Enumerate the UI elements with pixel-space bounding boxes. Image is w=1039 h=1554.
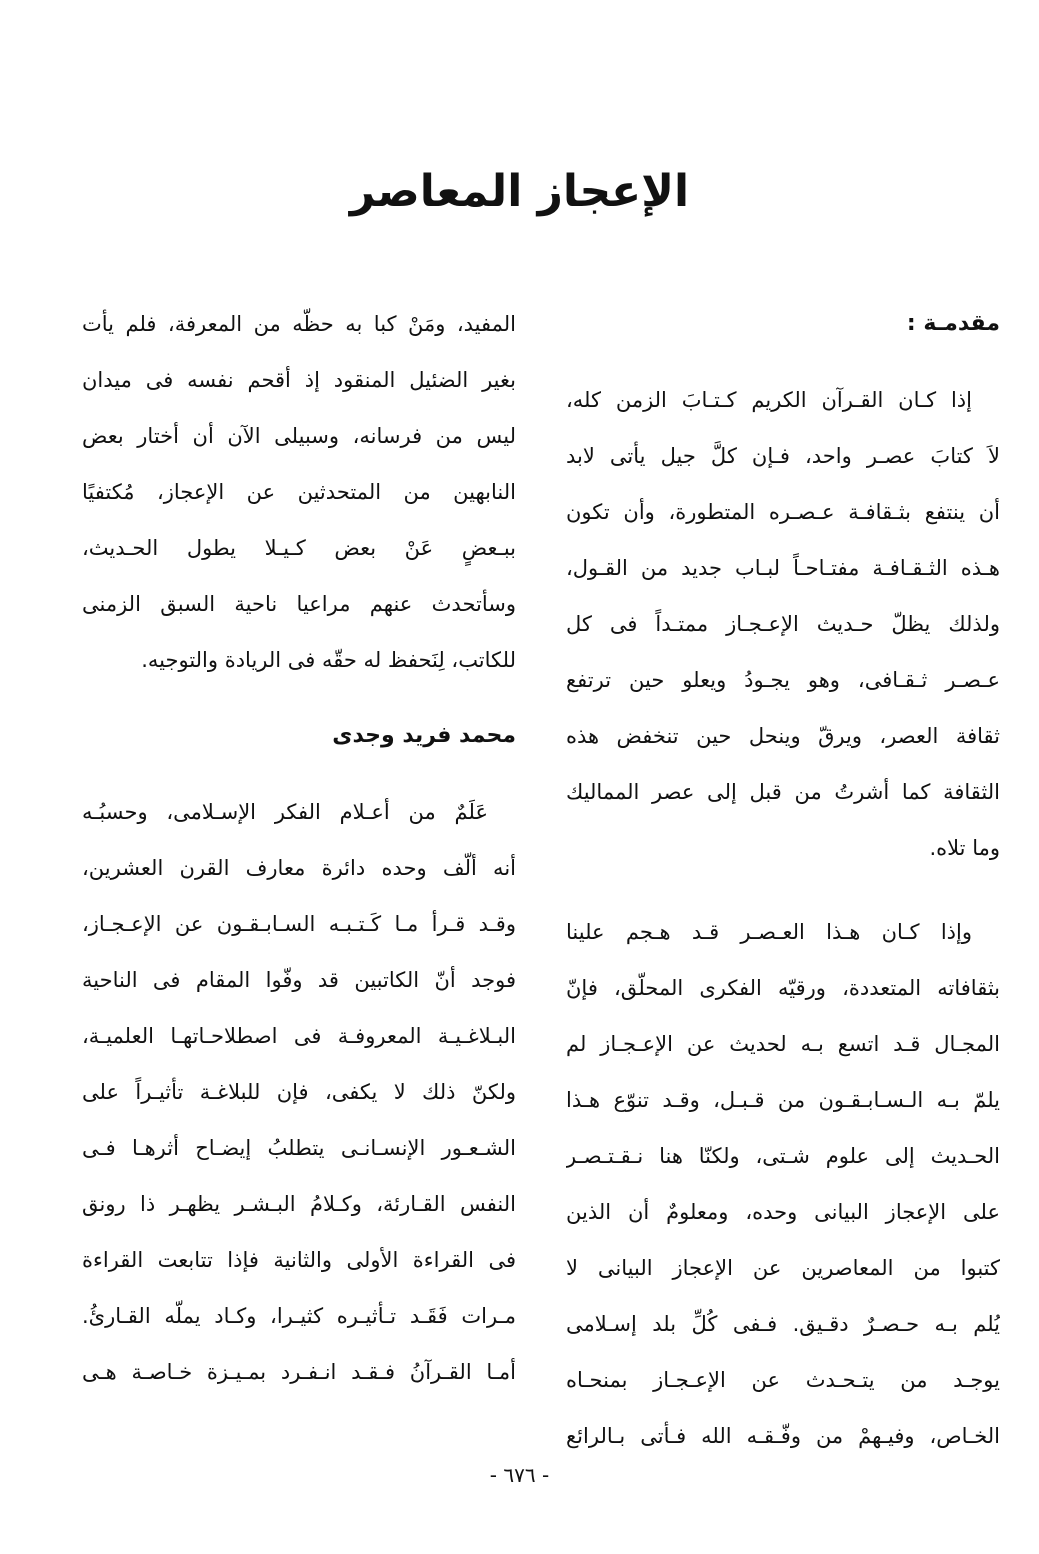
paragraph-introduction-1 [566, 372, 1000, 876]
section-heading-introduction: مقدمـة : [906, 311, 1000, 336]
page-number: - ٦٧٦ - [489, 1463, 550, 1487]
text-line: الثقافة كما أشرتُ من قبل إلى عصر المماليك [566, 780, 1000, 804]
text-line: فوجد أنّ الكاتبين قد وفّوا المقام فى الناحية [82, 968, 516, 992]
paragraph-introduction-2 [566, 904, 1000, 1464]
text-line: المجـال قـد اتسع بـه لحديث عن الإعـجـاز لم [566, 1032, 1000, 1056]
text-line: للكاتب، لِنَحفظ له حقّه فى الريادة والتوجيه. [141, 648, 516, 672]
text-line: بغير الضئيل المنقود إذ أقحم نفسه فى ميدان [82, 368, 516, 392]
text-line: عَلَمٌ من أعـلام الفكر الإسـلامى، وحسبُـه [82, 800, 488, 824]
text-line: مـرات فَقَـد تـأثيـره كثيـرا، وكـاد يملّه القـارئُ. [82, 1304, 516, 1328]
text-line: الخـاص، وفيـهمْ من وفّـقـه الله فـأتى بـالرائع [566, 1424, 1000, 1448]
text-line: أمـا القـرآنُ فـقـد انـفـرد بمـيـزة خـاصـة هـى [82, 1360, 516, 1384]
text-line: الحـديث إلى علوم شـتى، ولكنّا هنا نـقـتـصـر [566, 1144, 1000, 1168]
text-line: على الإعجاز البيانى وحده، ومعلومٌ أن الذين [566, 1200, 1000, 1224]
section-heading-wajdi: محمد فريد وجدى [332, 723, 516, 748]
text-line: كتبوا من المعاصرين عن الإعجاز البيانى لا [566, 1256, 1000, 1280]
text-line: أن ينتفع بثـقافـة عـصـره المتطورة، وأن تكون [566, 500, 1000, 524]
text-line: يوجـد من يتـحـدث عن الإعـجـاز بمنحـاه [566, 1368, 1000, 1392]
text-line: فى القراءة الأولى والثانية فإذا تتابعت القراءة [82, 1248, 516, 1272]
spacer [566, 876, 1000, 904]
text-line: ثقافة العصر، ويرقّ وينحل حين تنخفض هذه [566, 724, 1000, 748]
text-line: ببـعضٍ عَنْ بعض كـيـلا يطول الحـديث، [82, 536, 516, 560]
text-line: الشـعـور الإنسـانـى يتطلبُ إيضـاح أثرهـا فـى [82, 1136, 516, 1160]
spacer [82, 688, 516, 708]
spacer [82, 764, 516, 784]
text-line: وإذا كـان هـذا العـصـر قـد هـجم علينا [566, 920, 972, 944]
text-line: ولكنّ ذلك لا يكفى، فإن للبلاغـة تأثيـراً على [82, 1080, 516, 1104]
text-line: أنه ألّف وحده دائرة معارف القرن العشرين، [82, 856, 516, 880]
text-line: النفس القـارئة، وكـلامُ البـشـر يظهـر ذا رونق [82, 1192, 516, 1216]
text-line: ولذلك يظلّ حـديث الإعـجـاز ممتـداً فى كل [566, 612, 1000, 636]
text-line: البـلاغـيـة المعروفـة فى اصطلاحـاتهـا العلميـة، [82, 1024, 516, 1048]
text-line: النابهين من المتحدثين عن الإعجاز، مُكتفيًا [82, 480, 516, 504]
right-column [566, 296, 1000, 1464]
text-line: وما تلاه. [929, 836, 1000, 860]
left-column [82, 296, 516, 1400]
paragraph-wajdi [82, 784, 516, 1400]
page-title: الإعجاز المعاصر [349, 166, 690, 217]
paragraph-continuation [82, 296, 516, 688]
text-line: عـصـر ثـقـافى، وهو يجـودُ ويعلو حين ترتفع [566, 668, 1000, 692]
text-line: بثقافاته المتعددة، ورقيّه الفكرى المحلّق، فإنّ [566, 976, 1000, 1000]
text-line: يلمّ بـه الـسـابـقـون من قـبـل، وقـد تنوّع هـذا [566, 1088, 1000, 1112]
text-line: إذا كـان القـرآن الكريم كـتـابَ الزمن كله، [566, 388, 972, 412]
text-line: وسأتحدث عنهم مراعيا ناحية السبق الزمنى [82, 592, 516, 616]
text-line: وقـد قـرأ مـا كَـتـبـه السـابـقـون عن الإعـجـاز، [82, 912, 516, 936]
text-line: المفيد، ومَنْ كبا به حظّه من المعرفة، فلم يأت [82, 312, 516, 336]
text-line: لاَ كتابَ عصـر واحد، فـإن كلَّ جيل يأتى لابد [566, 444, 1000, 468]
text-line: هـذه الثـقـافـة مفتـاحـاً لبـاب جديد من القـول، [566, 556, 1000, 580]
text-line: ليس من فرسانه، وسبيلى الآن أن أختار بعض [82, 424, 516, 448]
text-line: يُلم بـه حـصـرٌ دقـيق. فـفى كُلِّ بلد إسـلامى [566, 1312, 1000, 1336]
spacer [566, 352, 1000, 372]
